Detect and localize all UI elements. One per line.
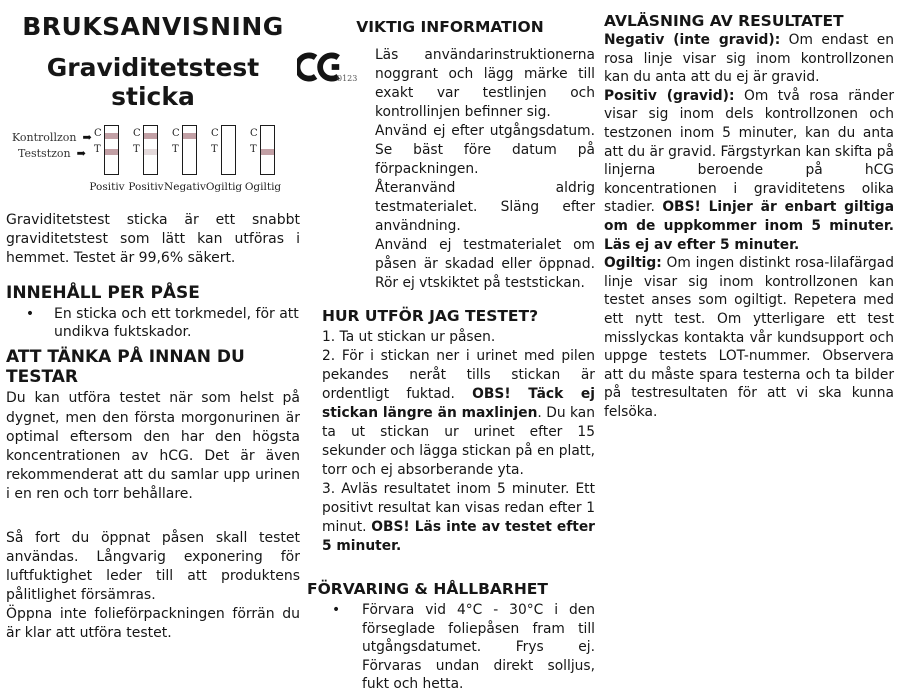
section-heading-avlasning: AVLÄSNING AV RESULTATET xyxy=(604,12,844,30)
bullet-icon: • xyxy=(332,602,341,618)
result-diagram xyxy=(6,125,300,201)
kontrollzon-row xyxy=(12,131,92,144)
step-item: 3. Avläs resultatet inom 5 minuter. Ett positivt resultat kan visas redan efter 1 minut. OBS! Läs inte av testet efter 5 minuter. xyxy=(322,481,595,554)
info-item: Återanvänd aldrig testmaterialet. Släng efter användning. xyxy=(375,180,595,234)
test-band xyxy=(144,149,157,155)
bullet-icon: • xyxy=(25,306,35,323)
test-strip xyxy=(89,125,125,201)
control-band xyxy=(144,133,157,139)
oppnad-pase-paragraph: Så fort du öppnat påsen skall testet användas. Långvarig exponering för luftfuktighet leder till att produktens pålitlighet försämras. xyxy=(6,529,300,603)
test-band xyxy=(105,149,118,155)
page-title: BRUKSANVISNING xyxy=(22,12,284,41)
test-strip xyxy=(205,125,243,201)
ce-number: 0123 xyxy=(337,74,358,83)
strip-result-label: Positiv xyxy=(128,181,164,193)
control-band xyxy=(183,133,196,139)
test-band xyxy=(183,149,196,155)
info-item: Använd ej testmaterialet om påsen är skadad eller öppnad. Rör ej vtskiktet på teststickan. xyxy=(375,237,595,291)
forvaring-section xyxy=(307,580,595,694)
strip-result-label: Ogiltig xyxy=(244,181,282,193)
strip-letter-t: T xyxy=(172,144,179,155)
testzon-row xyxy=(18,147,86,160)
step-item: 2. För i stickan ner i urinet med pilen pekandes neråt tills stickan är ordentligt fuktad. OBS! Täck ej stickan längre än maxlinjen. Du kan ta ut stickan ur urinet efter 15 sekunder och lägga stickan på en platt, torr och ej absorberande yta. xyxy=(322,348,595,478)
info-item: Läs användarinstruktionerna noggrant och lägg märke till exakt var testlinjen och kontrollinjen befinner sig. xyxy=(375,47,595,120)
section-heading-hur: HUR UTFÖR JAG TESTET? xyxy=(322,307,539,325)
strip-window xyxy=(143,125,158,175)
info-item: Använd ej efter utgångsdatum. Se bäst före datum på förpackningen. xyxy=(375,123,595,177)
test-band xyxy=(222,149,235,155)
forvaring-bullet-item xyxy=(307,601,595,694)
test-strip xyxy=(128,125,164,201)
strip-window xyxy=(260,125,275,175)
strip-window xyxy=(182,125,197,175)
strip-letter-c: C xyxy=(250,128,258,139)
intro-paragraph: Graviditetstest sticka är ett snabbt graviditetstest som lätt kan utföras i hemmet. Testet är 99,6% säkert. xyxy=(6,212,300,267)
viktig-info-list xyxy=(375,46,595,293)
middle-column xyxy=(305,0,595,694)
strip-window xyxy=(104,125,119,175)
strip-letter-c: C xyxy=(133,128,141,139)
section-heading-att-tanka: ATT TÄNKA PÅ INNAN DU TESTAR xyxy=(6,347,245,388)
strip-letter-c: C xyxy=(172,128,180,139)
kontrollzon-label: Kontrollzon xyxy=(12,131,77,144)
section-heading-innehall: INNEHÅLL PER PÅSE xyxy=(6,283,200,304)
strip-window xyxy=(221,125,236,175)
hur-section xyxy=(322,307,595,556)
result-paragraph-positiv: Positiv (gravid): Om två rosa ränder visar sig inom dels kontrollzonen och testzonen inom 5 minuter, kan du anta att du är gravid. Färgstyrkan kan skifta på linjerna beroende på hCG koncentrationen i graviditetens olika stadier. OBS! Linjer är enbart giltiga om de uppkommer inom 5 minuter. Läs ej av efter 5 minuter. xyxy=(604,87,894,253)
strip-letter-c: C xyxy=(94,128,102,139)
arrow-right-icon: ➡ xyxy=(76,147,86,160)
strip-letter-t: T xyxy=(94,144,101,155)
right-column xyxy=(604,0,894,421)
strip-letter-c: C xyxy=(211,128,219,139)
strip-letter-t: T xyxy=(250,144,257,155)
oppna-inte-paragraph: Öppna inte folieförpackningen förrän du är klar att utföra testet. xyxy=(6,605,300,641)
innehall-bullet-item xyxy=(6,305,300,341)
control-band xyxy=(105,133,118,139)
strip-result-label: Negativ xyxy=(164,181,206,193)
strip-letter-t: T xyxy=(211,144,218,155)
section-heading-forvaring: FÖRVARING & HÅLLBARHET xyxy=(307,580,548,598)
bullet-item-text: En sticka och ett torkmedel, för att undikva fuktskador. xyxy=(54,306,299,341)
testzon-label: Teststzon xyxy=(18,147,71,160)
strip-set xyxy=(89,125,282,201)
section-heading-viktig: VIKTIG INFORMATION xyxy=(356,18,544,36)
step-item: 1. Ta ut stickan ur påsen. xyxy=(322,329,496,345)
page-subtitle: Graviditetstest sticka xyxy=(46,53,260,111)
result-paragraph-ogiltig: Ogiltig: Om ingen distinkt rosa-lilafärgad linje visar sig inom kontrollzonen kan testet anses som ogiltigt. Repetera med ett nytt test. Om ytterligare ett test misslyckas kontakta vår kundsupport och uppge testets LOT-nummer. Observera att du måste spara testerna och ta bilder på testresultaten för att vi ska kunna felsöka. xyxy=(604,255,894,420)
test-band xyxy=(261,149,274,155)
control-band xyxy=(222,133,235,139)
bullet-item-text: Förvara vid 4°C - 30°C i den förseglade foliepåsen fram till utgångsdatumet. Frys ej. Förvaras undan direkt solljus, fukt och hetta. xyxy=(362,602,595,692)
test-strip xyxy=(244,125,282,201)
strip-result-label: Positiv xyxy=(89,181,125,193)
control-band xyxy=(261,133,274,139)
strip-letter-t: T xyxy=(133,144,140,155)
left-column xyxy=(6,0,300,643)
att-tanka-paragraph: Du kan utföra testet när som helst på dygnet, men den första morgonurinen är optimal eftersom den har den högsta koncentrationen av hCG. Det är även rekommenderat att du samlar upp urinen i en ren och torr behållare. xyxy=(6,390,300,502)
strip-result-label: Ogiltig xyxy=(205,181,243,193)
test-strip xyxy=(164,125,206,201)
arrow-right-icon: ➡ xyxy=(82,131,92,144)
result-paragraph-negativ: Negativ (inte gravid): Om endast en rosa linje visar sig inom kontrollzonen kan du anta att du ej är gravid. xyxy=(604,32,894,86)
